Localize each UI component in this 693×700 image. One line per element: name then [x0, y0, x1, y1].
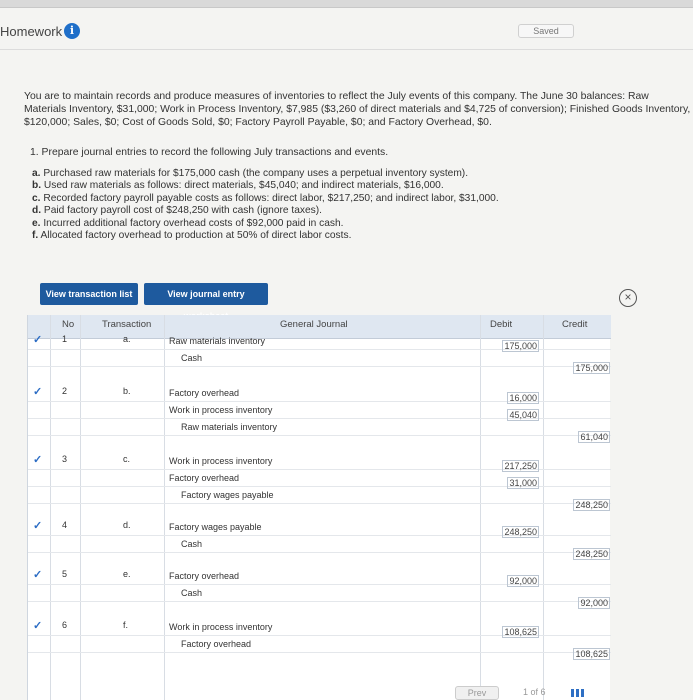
prev-button[interactable]: Prev [455, 686, 499, 700]
entry-transaction: a. [123, 334, 131, 344]
entry-transaction: d. [123, 520, 131, 530]
debit-value[interactable]: 16,000 [509, 393, 537, 403]
debit-value[interactable]: 31,000 [509, 478, 537, 488]
debit-value[interactable]: 108,625 [504, 627, 537, 637]
account-name[interactable]: Factory overhead [169, 571, 240, 581]
page-indicator: 1 of 6 [523, 687, 546, 697]
debit-value[interactable]: 248,250 [504, 527, 537, 537]
column-divider [164, 315, 165, 700]
entry-no: 1 [62, 334, 68, 344]
credit-value[interactable]: 248,250 [575, 549, 608, 559]
header-debit: Debit [490, 319, 513, 330]
column-divider [50, 315, 51, 700]
close-icon[interactable]: × [619, 289, 637, 307]
transaction-item-e: e. Incurred additional factory overhead costs of $92,000 paid in cash. [32, 217, 344, 229]
account-name[interactable]: Factory overhead [169, 388, 240, 398]
account-name[interactable]: Cash [181, 588, 203, 598]
view-transaction-list-button[interactable]: View transaction list [40, 283, 138, 305]
debit-amount[interactable] [483, 575, 539, 587]
debit-value[interactable]: 175,000 [504, 341, 537, 351]
row-divider [28, 435, 611, 436]
top-banner-strip [0, 0, 693, 8]
credit-amount[interactable] [548, 431, 610, 443]
transaction-item-b: b. Used raw materials as follows: direct materials, $45,040; and indirect materials, $16,000. [32, 180, 444, 192]
debit-amount[interactable] [483, 477, 539, 489]
view-journal-worksheet-button[interactable]: View journal entry [144, 283, 268, 305]
account-name[interactable]: Raw materials inventory [169, 336, 266, 346]
entry-transaction: e. [123, 569, 131, 579]
column-divider [80, 315, 81, 700]
homework-title: Homework [0, 24, 63, 39]
pencil-check-icon[interactable]: ✓ [33, 454, 43, 466]
account-name[interactable]: Cash [181, 353, 203, 363]
question-1: 1. Prepare journal entries to record the following July transactions and events. [30, 147, 389, 158]
account-name[interactable]: Factory overhead [181, 639, 252, 649]
account-name[interactable]: Work in process inventory [169, 405, 273, 415]
header-general-journal: General Journal [280, 319, 348, 330]
row-divider [28, 366, 611, 367]
transaction-item-a: a. Purchased raw materials for $175,000 cash (the company uses a perpetual inventory system). [32, 168, 469, 179]
transaction-item-d: d. Paid factory payroll cost of $248,250 with cash (ignore taxes). [32, 205, 322, 217]
transaction-item-f: f. Allocated factory overhead to production at 50% of direct labor costs. [32, 230, 352, 242]
account-name[interactable]: Factory overhead [169, 473, 240, 483]
entry-no: 6 [62, 620, 68, 630]
problem-intro: You are to maintain records and produce measures of inventories to reflect the July events of this company. The June 30 balances: Raw Materials Inventory, $31,000; Work in Process Inventory, $7,985 ($3,260 of direct materials and $4,725 of conversion); Finished Goods Inventory, $120,000; Sales, $0; Cost of Goods Sold, $0; Factory Payroll Payable, $0; and Factory Overhead, $0. [24, 91, 691, 128]
debit-amount[interactable] [483, 626, 539, 638]
transaction-items [32, 168, 499, 242]
column-divider [480, 315, 481, 700]
column-divider [543, 315, 544, 700]
info-icon[interactable]: i [64, 23, 80, 39]
transaction-item-c: c. Recorded factory payroll payable costs as follows: direct labor, $217,250; and indirect labor, $31,000. [32, 192, 499, 204]
debit-amount[interactable] [483, 460, 539, 472]
row-divider [28, 601, 611, 602]
grid-icon[interactable] [571, 689, 585, 697]
pencil-check-icon[interactable]: ✓ [33, 334, 43, 346]
header-bar [0, 14, 693, 50]
journal-table [27, 315, 610, 700]
credit-amount[interactable] [548, 548, 610, 560]
account-name[interactable]: Work in process inventory [169, 622, 273, 632]
pencil-check-icon[interactable]: ✓ [33, 569, 43, 581]
debit-amount[interactable] [483, 409, 539, 421]
saved-indicator: Saved [518, 24, 574, 38]
header-no: No [62, 319, 75, 330]
entry-transaction: f. [123, 620, 129, 630]
row-divider [28, 552, 611, 553]
header-transaction: Transaction [102, 319, 152, 330]
account-name[interactable]: Factory wages payable [169, 522, 262, 532]
entry-no: 4 [62, 520, 68, 530]
account-name[interactable]: Cash [181, 539, 203, 549]
debit-amount[interactable] [483, 340, 539, 352]
row-divider [28, 652, 611, 653]
debit-value[interactable]: 92,000 [509, 576, 537, 586]
account-name[interactable]: Work in process inventory [169, 456, 273, 466]
credit-value[interactable]: 108,625 [575, 649, 608, 659]
account-name[interactable]: Raw materials inventory [181, 422, 278, 432]
pencil-check-icon[interactable]: ✓ [33, 520, 43, 532]
credit-value[interactable]: 175,000 [575, 363, 608, 373]
row-divider [28, 503, 611, 504]
entry-no: 2 [62, 386, 68, 396]
credit-amount[interactable] [548, 648, 610, 660]
header-credit: Credit [562, 319, 588, 330]
credit-amount[interactable] [548, 499, 610, 511]
credit-value[interactable]: 61,040 [580, 432, 608, 442]
debit-amount[interactable] [483, 526, 539, 538]
entry-no: 3 [62, 454, 68, 464]
debit-value[interactable]: 217,250 [504, 461, 537, 471]
pencil-check-icon[interactable]: ✓ [33, 620, 43, 632]
debit-amount[interactable] [483, 392, 539, 404]
pagination [455, 686, 595, 700]
debit-value[interactable]: 45,040 [509, 410, 537, 420]
account-name[interactable]: Factory wages payable [181, 490, 274, 500]
pencil-check-icon[interactable]: ✓ [33, 386, 43, 398]
journal-table-header [28, 315, 611, 339]
entry-no: 5 [62, 569, 68, 579]
credit-amount[interactable] [548, 597, 610, 609]
entry-transaction: c. [123, 454, 131, 464]
credit-value[interactable]: 92,000 [580, 598, 608, 608]
entry-transaction: b. [123, 386, 131, 396]
credit-amount[interactable] [548, 362, 610, 374]
credit-value[interactable]: 248,250 [575, 500, 608, 510]
